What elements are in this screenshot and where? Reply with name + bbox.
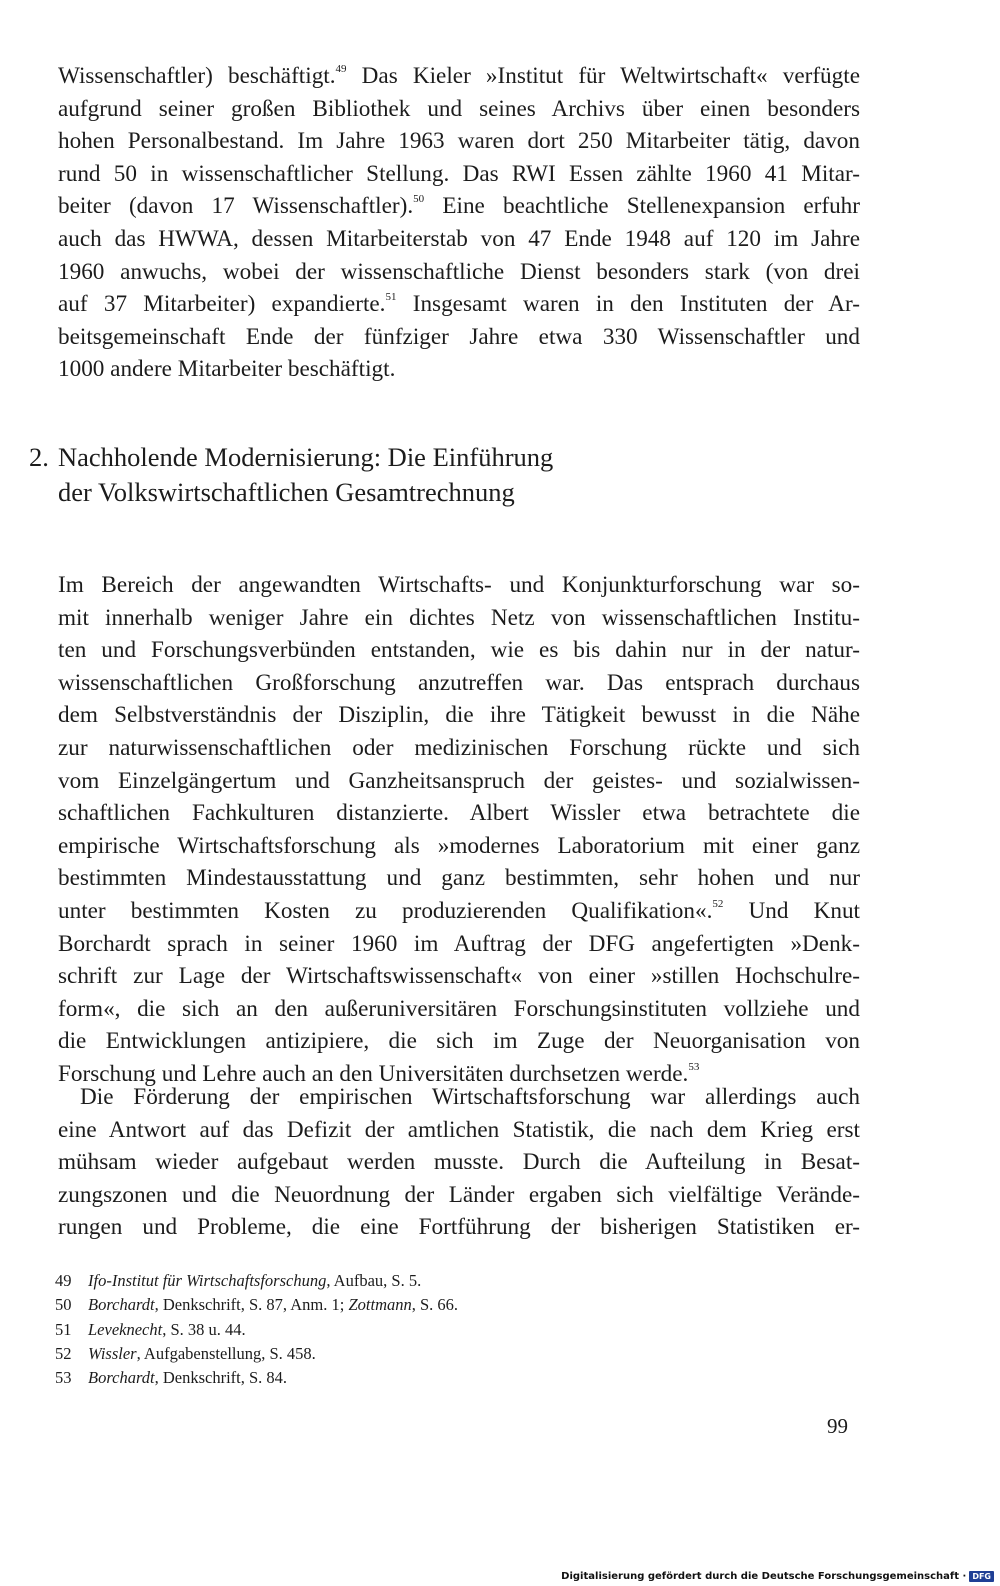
text-line: mühsam wieder aufgebaut werden musste. Durch die Aufteilung in Besat- bbox=[58, 1149, 860, 1176]
section-title-line-2: der Volkswirtschaftlichen Gesamtrechnung bbox=[58, 477, 515, 507]
text-line: zungszonen und die Neuordnung der Länder ergaben sich vielfältige Verände- bbox=[58, 1181, 860, 1208]
section-number: 2. bbox=[29, 442, 49, 472]
paragraph bbox=[58, 1081, 860, 1244]
footnote-author: Leveknecht bbox=[88, 1319, 163, 1339]
text-line: eine Antwort auf das Defizit der amtlichen Statistik, die nach dem Krieg erst bbox=[58, 1116, 860, 1143]
text-line: bestimmten Mindestausstattung und ganz bestimmten, sehr hohen und nur bbox=[58, 865, 860, 892]
text-line: Wissenschaftler) beschäftigt.$^{49}$ Das Kieler »Institut für Weltwirtschaft« verfügte bbox=[58, 63, 860, 89]
footnote-author: Borchardt bbox=[88, 1295, 155, 1315]
text-line: rungen und Probleme, die eine Fortführung der bisherigen Statistiken er- bbox=[58, 1214, 860, 1241]
footnote-number: 52 bbox=[55, 1343, 72, 1363]
paragraph bbox=[58, 569, 860, 1091]
text-line: schaftlichen Fachkulturen distanzierte. Albert Wissler etwa betrachtete die bbox=[58, 800, 860, 827]
text-line: die Entwicklungen antizipiere, die sich im Zuge der Neuorganisation von bbox=[58, 1028, 860, 1055]
footnote: 53 Borchardt, Denkschrift, S. 84. bbox=[55, 1366, 458, 1390]
text-line: wissenschaftlichen Großforschung anzutreffen war. Das entsprach durchaus bbox=[58, 669, 860, 696]
digitization-credit-text: Digitalisierung gefördert durch die Deutsche Forschungsgemeinschaft · bbox=[561, 1571, 967, 1582]
footnote-author: Borchardt bbox=[88, 1368, 155, 1388]
text-line: form«, die sich an den außeruniversitären Forschungsinstituten vollziehe und bbox=[58, 995, 860, 1022]
section-heading bbox=[29, 440, 553, 510]
text-line: auf 37 Mitarbeiter) expandierte.$^{51}$ Insgesamt waren in den Instituten der Ar- bbox=[58, 291, 860, 318]
text-line: schrift zur Lage der Wirtschaftswissenschaft« von einer »stillen Hochschulre- bbox=[58, 963, 860, 990]
text-line: dem Selbstverständnis der Disziplin, die ihre Tätigkeit bewusst in die Nähe bbox=[58, 702, 860, 729]
footnote: 50 Borchardt, Denkschrift, S. 87, Anm. 1; Zottmann, S. 66. bbox=[55, 1293, 458, 1317]
text-line: vom Einzelgängertum und Ganzheitsanspruch der geistes- und sozialwissen- bbox=[58, 767, 860, 794]
text-line: Forschung und Lehre auch an den Universitäten durchsetzen werde.$^{53}$ bbox=[58, 1060, 700, 1087]
footnote: 51 Leveknecht, S. 38 u. 44. bbox=[55, 1318, 458, 1342]
footnote-ref: 49 bbox=[335, 63, 347, 75]
footnote: 52 Wissler, Aufgabenstellung, S. 458. bbox=[55, 1342, 458, 1366]
footnote-author: Zottmann bbox=[348, 1295, 412, 1315]
text-line: 1000 andere Mitarbeiter beschäftigt. bbox=[58, 356, 396, 383]
text-line: beitsgemeinschaft Ende der fünfziger Jahre etwa 330 Wissenschaftler und bbox=[58, 323, 860, 350]
section-title-line-1: Nachholende Modernisierung: Die Einführung bbox=[58, 442, 554, 472]
footnote-author: Ifo-Institut für Wirtschaftsforschung bbox=[88, 1271, 327, 1290]
footnote-ref: 51 bbox=[385, 291, 397, 304]
text-line: rund 50 in wissenschaftlicher Stellung. Das RWI Essen zählte 1960 41 Mitar- bbox=[58, 160, 860, 187]
digitization-credit bbox=[561, 1571, 994, 1582]
text-line: Im Bereich der angewandten Wirtschafts- und Konjunkturforschung war so- bbox=[58, 572, 860, 598]
footnote-ref: 50 bbox=[413, 193, 425, 206]
text-line: hohen Personalbestand. Im Jahre 1963 waren dort 250 Mitarbeiter tätig, davon bbox=[58, 128, 860, 155]
footnote-number: 49 bbox=[55, 1271, 72, 1290]
text-line: unter bestimmten Kosten zu produzierenden Qualifikation«.$^{52}$ Und Knut bbox=[58, 897, 860, 924]
footnote-author: Wissler bbox=[88, 1343, 137, 1363]
footnote: 49 Ifo-Institut für Wirtschaftsforschung, Aufbau, S. 5. bbox=[55, 1269, 458, 1293]
text-line: Borchardt sprach in seiner 1960 im Auftrag der DFG angefertigten »Denk- bbox=[58, 930, 860, 957]
paragraph-continuation bbox=[58, 60, 860, 386]
footnote-number: 50 bbox=[55, 1295, 72, 1315]
text-line: ten und Forschungsverbünden entstanden, wie es bis dahin nur in der natur- bbox=[58, 637, 860, 664]
footnote-number: 53 bbox=[55, 1368, 72, 1388]
page-number: 99 bbox=[827, 1414, 848, 1438]
dfg-logo: DFG bbox=[969, 1571, 994, 1582]
text-line: Die Förderung der empirischen Wirtschaftsforschung war allerdings auch bbox=[80, 1084, 860, 1110]
footnotes bbox=[55, 1269, 458, 1390]
footnote-ref: 52 bbox=[712, 897, 724, 910]
text-line: beiter (davon 17 Wissenschaftler).$^{50}$ Eine beachtliche Stellenexpansion erfuhr bbox=[58, 193, 860, 220]
text-line: 1960 anwuchs, wobei der wissenschaftliche Dienst besonders stark (von drei bbox=[58, 258, 860, 285]
text-line: mit innerhalb weniger Jahre ein dichtes Netz von wissenschaftlichen Institu- bbox=[58, 604, 860, 631]
footnote-ref: 53 bbox=[688, 1060, 700, 1073]
text-line: zur naturwissenschaftlichen oder medizinischen Forschung rückte und sich bbox=[58, 734, 860, 761]
text-line: empirische Wirtschaftsforschung als »modernes Laboratorium mit einer ganz bbox=[58, 832, 860, 859]
text-line: auch das HWWA, dessen Mitarbeiterstab von 47 Ende 1948 auf 120 im Jahre bbox=[58, 225, 860, 252]
footnote-number: 51 bbox=[55, 1319, 72, 1339]
text-line: aufgrund seiner großen Bibliothek und seines Archivs über einen besonders bbox=[58, 95, 860, 122]
